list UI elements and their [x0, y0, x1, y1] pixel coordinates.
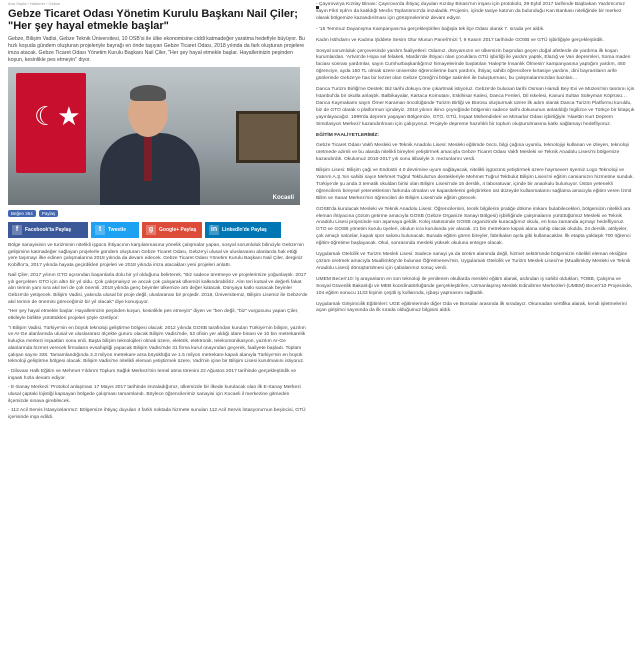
facebook-icon: f: [12, 225, 22, 235]
article-body-right: [316, 0, 636, 315]
paragraph: - E-Sanay Merkezi: Protokol anlaşması 17 Mayıs 2017 tarihinde imzaladığımız, ülkemizde bir ilkede kurulacak olan ilk E-Sanay Merkezi ulusal çaptaki lojistiği kapsayan bölgede çalışması tamamlandı. Böylece öğrencilerimiz sanayisi için Kocaeli il merkezine gitmeden ilçemizde sınava girebilecek.: [8, 385, 301, 404]
paragraph: Sosyal sorumluluk çerçevesinde yardım faaliyetleri: Odamız, dünyamızın ve ülkemizin başından geçen doğal afetlerde de yardıma ilk koşan kurumlardan. 'Artvin'de Hopa sel felaketi, Mardin'de ihtiyacı olan çocuklara GTÜ işbirliği ile yardım yaptık, Elazığ ve Van depremleri, Soma maden faciası sonrası yardımlar, sayın Cumhurbaşkanlığımız himayelerinde başlatılan 'Halep'te İnsanlık Ölmesin' kampanyasına yaptığım yardım, 450 öğrenciye, ayda 150 TL olmak üzere üniversite öğrencilerine burs yardımı, ihtiyaç sahibi öğrencilere kırtasiye yardımı, dini bayramların arife günlerinde Gebze'ye has bir lezzet olan Gebze Çöreği'ni bölge sakinleri ile buluşturması, bu çalışmalarımızdan bazıları…: [316, 48, 631, 82]
breadcrumb: Ana Sayfa / Haberler / Gebze: [8, 1, 61, 6]
paragraph: Kadın İstihdamı ve Kadına Şiddete Sesim Olur Musun Paneli'mizi 'l, 9 Kasım 2017 tarihinde GOSB ve GTÜ işbirliğiyle gerçekleştirdik.: [316, 37, 605, 43]
share-bar: [8, 222, 308, 238]
paragraph: Gebze Ticaret Odası Vakfı Mesleki ve Teknik Anadolu Lisesi: Mesleki eğitimde öncü, bilgi çağına uyumlu, teknolojiyi kullanan ve izleyen, teknoloji üretmede azimli ve bu alanda nitelikli bireyleri yetiştirmek amacıyla Gebze Ticaret Odası Vakfı Mesleki ve Teknik Anadolu Lisesi'ni bölgemize kazandırdık. Okulumuz 2016-2017 yılı sonu itibariyle 3. mezunlarını verdi.: [316, 143, 629, 163]
paragraph: UMEM Beceri'10: İş arayanların en son teknoloji ile yenilenen okullarda mesleki eğitim alarak, ardından iş sahibi oldukları, TOBB, Çalışma ve Sosyal Güvenlik Bakanlığı ve MEB koordinatörlüğünde gerçekleştirilen, Uzmanlaşmış Meslek Edindirme Merkezleri-(UMEM) Beceri'10 Projesinde, 104 eğitim sonucu 1133 kişinin çeşitli iş kollarında, işbaşı yapmasını sağladık.: [316, 276, 633, 296]
fb-share-small-button[interactable]: Paylaş: [39, 210, 59, 217]
article-body-left: [8, 243, 308, 422]
paragraph: - Çayırova'ya Kızılay Binası: Çayırova'da ihtiyaç duyulan Kızılay Binası'nın inşası için protokolü, 29 Eylül 2017 tarihinde Başbakan Yardımcımız sayın Fikri Işık'ın da katıldığı Meclis Toplantımız'da imzaladık. Projenin, içinde tasiye katının da bulunduğu Kan Bankası niteliğinde bir merkez olarak bölgemize kazandırılması için görüşmelerimiz devam ediyor.: [316, 2, 625, 21]
google-plus-icon: g: [146, 225, 156, 235]
paragraph: Uygulamalı Otelcilik ve Turizm Meslek Lisesi: Sadece sanayi ya da üretim alanında değil, hizmet sektöründe bölgemizin nitelikli eleman eksiğine çözüm üretmek amacıyla Muallimköy'de bulunan Öğretmenevi'nin, Uygulamalı Otelcilik ve Turizm Meslek Lisesi'ne (Muallimköy Mesleki ve Teknik Anadolu Lisesi) dönüştürülmesi için çabalarımız sonuç verdi.: [316, 252, 631, 271]
linkedin-share-button[interactable]: [205, 222, 281, 238]
article-headline: Gebze Ticaret Odası Yönetim Kurulu Başkanı Nail Çiler; "Her şey hayal etmekle başlar": [8, 8, 298, 32]
twitter-share-button[interactable]: [91, 222, 139, 238]
article-photo: [8, 67, 300, 205]
person-hair: [130, 85, 166, 101]
linkedin-share-label: LinkedIn'de Paylaş: [222, 227, 267, 233]
section-heading: EĞİTİM FAALİYETLERİMİZ:: [316, 132, 380, 138]
paragraph: - 112 Acil Servis İstasyonlarımız: Bölgemize ihtiyaç duyulan 4 farklı noktada hizmete sunulan 112 Acil Servis İstasyonu'nun beşincisi, GTÜ içerisinde inşa edildi.: [8, 408, 306, 421]
paragraph: Bilişim Lisesi: Bilişim çağı ve Endüstri 4.0 devrimine uyum sağlayacak, nitelikli işgücünü yetiştirmek üzere hayrseverr üyemiz Logo Teknoloji ve Yatırım A.Ş.'nin sahibi sayın Mehmet Tuğrul Tekbulut'un destekleriyle Mehmet Tuğrul Tekbulut Bilişim Lisesi'ni eğitim camiamızın hizmetine sunduk. Türkiye'de şu anda 3 tematik okuldan birisi olan Bilişim Lisesi'nde 16 derslik, 4 laboratuvar, içinde bir anaokulu bulunuyor. Üstün yetenekli öğrencilerin bireysel yeteneklerinin farkında olmaları ve kapasitelerini geliştirirken üst düzeyde kullanmalarını sağlama amacıyla eğitim veren İzmit Bilim ve Sanat Merkezi'nin öğrencileri de Bilişim Lisesi'nde eğitim görecek.: [316, 168, 634, 201]
turkish-flag-image: [16, 73, 86, 173]
like-button[interactable]: Beğen 364: [8, 210, 36, 217]
wall-frame-image: [236, 111, 300, 163]
facebook-share-label: Facebook'ta Paylaş: [25, 227, 72, 233]
right-column: [316, 0, 636, 319]
google-plus-share-button[interactable]: [142, 222, 202, 238]
facebook-share-button[interactable]: [8, 222, 88, 238]
paragraph: - Dilovası Halk Eğitim ve Mehmet Yıldırım Toplum Sağlık Merkezi'nin temel atma törenini 22 Ağustos 2017 tarihinde gerçekleştirdik ve inşaatı hızla devam ediyor.: [8, 368, 297, 381]
like-bar: [8, 208, 308, 218]
paragraph: Bölge sanayisinin ve turizminin nitelikli işgücü ihtiyacının karşılanmasına yönelik çalışmalar yapan, sosyal sorumluluk bilinciyle Gebze'nin gelişimine katmadeğer sağlayan projelerle gündem oluşturan Gebze Ticaret Odası, Gebze'yi ulusal ve uluslararası alanlarda hak ettiği yere taşımayı ilke edinen çalışmalarına 2018 yılında da devam edecek. Gebze Ticaret Odası Yönetim Kurulu Başkanı Nail Çiler, derginiz Kobiflor'a, 2017 yılında hayata geçirdikleri projeleri ve 2018 yılında imza atacakları yeni projeleri anlattı.: [8, 243, 304, 269]
paragraph: - '15 Temmuz Dayanışma Kampanyası'na gerçekleştirilen bağışla tek ilçe Odası olarak 7. sırada yer aldık.: [316, 26, 545, 32]
paragraph: Uygulamalı Girişimcilik Eğitimleri: UGE eğitimlerinde diğer Oda ve Borsalar arasında ilk sıradayız. Okumadan sertifika alarak, kendi işletmelerini açan girişimci sayısında da ilk sırada olduğumuz bilgisini aldık.: [316, 301, 627, 314]
twitter-icon: t: [95, 225, 105, 235]
google-plus-share-label: Google+ Paylaş: [159, 227, 197, 233]
linkedin-icon: in: [210, 226, 218, 233]
paragraph: "Her şey hayal etmekle başlar. Hayallerinizin peşinden koşun, kesinlikle pes etmeyin" diyen ve "ben değil, "biz" vurgusunu yapan Çiler, etkileyle birlikte yürüttükleri projeleri şöyle özetliyor:: [8, 309, 299, 322]
photo-logo: Kocaeli: [272, 195, 294, 201]
paragraph: Nail Çiler, 2017 yılının GTO açısından başarılarla dolu bir yıl olduğunu belirterek, "Biz sadece üretmeye ve projelerimize yoğunlaştık. 2017 yılı gerçekten GTO için altın bir yıl oldu. Çok çalışmalıyız ve ancak çok çalışarak ülkemizi kalkındırabiliriz. Alın teri kutsal ve değerli fakat alın terinin yanı sıra akıl teri de çok önemli. 2018 yılında genç beyinler ülkemize artı değer katacak. Dünyaya katkı sunacak beyinler Gebze'de yetişecek. Bilişim Vadisi, yakında ulusal bir proje değil, uluslararası bir projedir. 2018, Üniversitemiz, Bilişim Lisemiz ile Gebze'de akıl terinin de önemini göreceğimiz bir yıl olacak" diye konuşuyor.: [8, 272, 308, 305]
paragraph: GOSB'da kurulacak Mesleki ve Teknik Anadolu Lisesi: Öğrencilerinin, teorik bilgilerini pratiğe dökme imkanı bulabilecekleri, bölgemizin nitelikli ara eleman ihtiyacına çözüm getirme amacıyla GOSB (Gebze Organize Sanayi Bölgesi) işbirliğinde çalışmalarını yürüttüğümüz Mesleki ve Teknik Anadolu Lisesi projesinde son aşamaya geldik. Kolej statüsünde GOSB organizinde kuracağımız okulu, en kısa zamanda açmayı hedefliyoruz. GTO ve GOSB yönetim kurulu üyeleri, okulun icra kurulunda yer alacak. 21 bin metrekare kapalı alana sahip olacak okulda, 24 derslik, atölyeler, çok amaçlı salonlar, kapalı spor salonu bulunacak. Burada eğitim gören bireyler, fabrikaları ayıla gibi kullanacaklar. İlk etapta yaklaşık 700 öğrenci eğitim-öğretime başlayacak. Okul, sonrasında mesleki yüksek okuluna entegre olacak.: [316, 206, 631, 247]
left-column: [8, 0, 308, 425]
person-tie: [144, 137, 152, 181]
article-lead: Gebze, Bilişim Vadisi, Gebze Teknik Üniversitesi, 10 OSB'si ile ülke ekonomisine ciddi katmadeğer yaratma hedefiyle büyüyor. Bu hızlı koşuda gündem oluşturan projeleriyle bayrağı en önde taşıyan Gebze Ticaret Odası, 2018 yılında da fark oluşturan projelere imza atacak. Gebze Ticaret Odası Yönetim Kurulu Başkanı Nail Çiler, "Her şey hayal etmekle başlar. Hayallerinizin peşinden koşun, kesinlikle pes etmeyin" diyor.: [8, 36, 305, 63]
twitter-share-label: Tweetle: [108, 227, 126, 233]
paragraph: "I Bilişim Vadisi, Türkiye'nin en büyük teknoloji geliştirme bölgesi olacak: 2012 yılında GOSB tarafından kurulan Türkiye'nin bilişim, yazılım ve Ar-Ge alanlarında ulusal ve uluslararası ölçekte gururu olacak Bilişim Vadisi'nde, 52 ofisin yer aldığı idare binası ve 10 bin metrekarelik kuluçka merkezi inşaatları sona erdi. Başta bilişim teknolojileri olmak üzere, elektrik, elektronik, telekomünikasyon, yazılım Ar-Ge alanlarında hizmet verecek firmaların evsahipliği yapacak Bilişim Vadisi'nde 31 firma kurul onayından geçerek, faaliyete başladı. Toplam çalışan sayısı 328. Tamamlandığında 3.3 milyon metrekare arsa büyüklüğü ve 1.5 milyon metrekare kapalı alanıyla Türkiye'nin en büyük teknoloji geliştirme bölgesi olacak. Bilişim Vadisi'ne nitelikli eleman yetiştirmek üzere, Vadi'nin içine bir Bilişim Lisesi kurulmasını istiyoruz.: [8, 325, 306, 365]
paragraph: Danca Turizm Birliği'ne Destek: Biz tarihi dokuyu öne çıkartmak istiyoruz. Gebze'de bulunan tarihi Osman Hamdi Bey Evi ve Müzesi'nin tanıtımı için İstanbul'da bir okulla anlaştık. Balbikayalar, Kartaca Komutanı, Eskihisar Kalesi, Danca Fenleri, Dil Iskelesi, Kanuni Sultan Süleyman Köprüsü… Danca Kaymakamı sayın Ömer Karaman öncülüğünde Turizm Birliği ve Bürosu oluşturmak üzere ilk adım olarak Danca Turizm Platformu kuruldu, biz de GTO olarak o platformun içindeyiz. 2018 yılının ikinci çeyreğinde bölgemin sadece tarihi dokusunun anlatıldığı İngilizce ve Türkçe bir kitapçık yayınlayacağız. 1999'da deprem yaşayan Bölgemize, GTO, GTÜ, İnşaat Mühendisleri ve Mimarlar Odası işbirliğiyle 'Alaettin Kurt Deprem Simülasyon Merkezi' kazandırılması için çalışıyoruz. Projeyle depreme hazırlıklı bir toplum oluşturulmasına katkı sağlamayı hedefliyoruz.: [316, 87, 635, 127]
